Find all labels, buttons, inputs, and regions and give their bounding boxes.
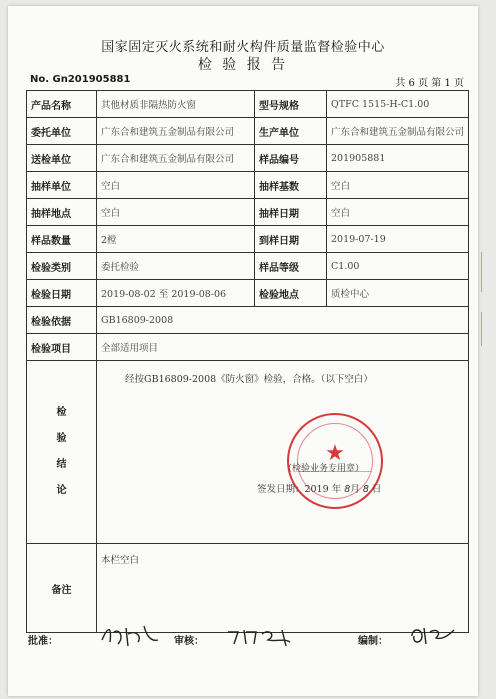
table-row [27,280,469,307]
field-value: 广东合和建筑五金制品有限公司 [327,118,469,145]
report-table [26,90,469,633]
field-label: 抽样日期 [255,199,327,226]
table-row [27,307,469,334]
field-label: 检验地点 [255,280,327,307]
conclusion-label-char: 检 [56,407,67,418]
field-value: 其他材质非隔热防火窗 [97,91,255,118]
issue-date-month: 8 [344,484,351,495]
field-label: 委托单位 [27,118,97,145]
document-title: 检 验 报 告 [197,57,289,73]
field-value: QTFC 1515-H-C1.00 [327,91,469,118]
field-label: 检验类别 [27,253,97,280]
compile-label: 编制： [358,636,388,647]
field-label: 抽样基数 [255,172,327,199]
conclusion-text: 经按GB16809-2008《防火窗》检验，合格。（以下空白） [125,374,373,385]
issue-date-prefix: 签发日期： [257,484,305,495]
field-label: 样品等级 [255,253,327,280]
field-label: 到样日期 [255,226,327,253]
field-label: 产品名称 [27,91,97,118]
issue-date [257,481,381,495]
field-label: 样品数量 [27,226,97,253]
remarks-value: 本栏空白 [101,555,140,566]
issue-date-year: 2019 年 [304,484,342,495]
table-row [27,226,469,253]
field-label: 抽样单位 [27,172,97,199]
field-value: GB16809-2008 [97,307,469,334]
table-row [27,253,469,280]
field-value: 空白 [97,199,255,226]
org-title: 国家固定灭火系统和耐火构件质量监督检验中心 [101,40,385,55]
field-value: 广东合和建筑五金制品有限公司 [97,145,255,172]
seal-label: （检验业务专用章） [283,464,365,474]
remarks-cell [97,544,469,633]
report-page [8,6,478,696]
field-value: 空白 [327,199,469,226]
field-value: 2019-08-02 至 2019-08-06 [97,280,255,307]
page-info: 共 6 页 第 1 页 [395,78,464,89]
issue-date-day: 8 [362,484,369,495]
issue-date-day-suffix: 日 [371,484,382,495]
edge-stamp-fragment [481,252,494,292]
field-value: 空白 [97,172,255,199]
field-label: 送检单位 [27,145,97,172]
conclusion-row [27,361,469,544]
edge-stamp-fragment [481,312,494,346]
issue-date-month-suffix: 月 [350,484,360,495]
field-value: 2019-07-19 [327,226,469,253]
field-label: 生产单位 [255,118,327,145]
table-row [27,145,469,172]
compiler-signature [406,622,462,648]
field-label: 检验日期 [27,280,97,307]
approve-label: 批准： [28,636,58,647]
table-row [27,334,469,361]
field-label: 检验依据 [27,307,97,334]
conclusion-label-char: 验 [56,433,67,444]
conclusion-label-char: 结 [56,459,67,470]
remarks-row [27,544,469,633]
field-value: 空白 [327,172,469,199]
review-label: 审核： [174,636,204,647]
table-row [27,199,469,226]
reviewer-signature [224,624,304,648]
conclusion-label-char: 论 [56,485,67,496]
field-label: 抽样地点 [27,199,97,226]
field-value: 质检中心 [327,280,469,307]
field-label: 检验项目 [27,334,97,361]
conclusion-cell [97,361,469,544]
field-value: 委托检验 [97,253,255,280]
field-value: C1.00 [327,253,469,280]
table-row [27,172,469,199]
table-row [27,118,469,145]
table-row [27,91,469,118]
star-icon: ★ [325,441,345,466]
field-value: 201905881 [327,145,469,172]
conclusion-label [27,361,97,544]
report-number: No. Gn201905881 [30,74,131,85]
field-label: 型号规格 [255,91,327,118]
remarks-label: 备注 [27,544,97,633]
field-value: 2樘 [97,226,255,253]
field-value: 广东合和建筑五金制品有限公司 [97,118,255,145]
field-value: 全部适用项目 [97,334,469,361]
field-label: 样品编号 [255,145,327,172]
approver-signature [98,622,168,648]
